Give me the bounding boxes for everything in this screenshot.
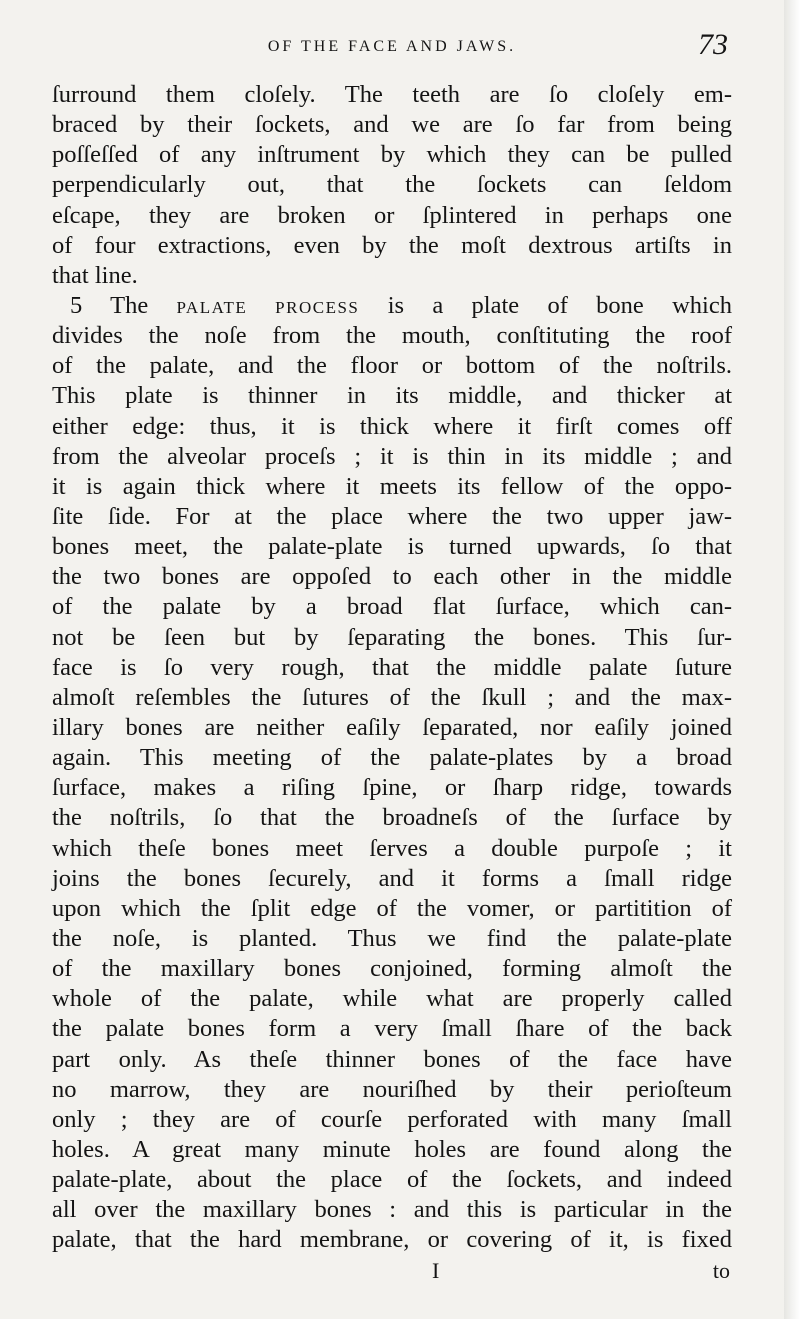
text-line: illary bones are neither eaſily ſeparated, nor eaſily joined [52, 713, 732, 741]
page-footer [52, 1258, 732, 1292]
text-line: the noſe, is planted. Thus we find the palate-plate [52, 924, 732, 952]
text-line: ſurface, makes a riſing ſpine, or ſharp ridge, towards [52, 774, 732, 802]
text-line: the palate bones form a very ſmall ſhare of the back [52, 1015, 732, 1043]
text-line: the noſtrils, ſo that the broadneſs of the ſurface by [52, 804, 732, 832]
opening-rest: is a plate of bone which [387, 291, 732, 319]
text-line: ſurround them cloſely. The teeth are ſo cloſely em- [52, 81, 732, 108]
text-line: upon which the ſplit edge of the vomer, or partitition of [52, 894, 732, 922]
text-line: whole of the palate, while what are properly called [52, 985, 732, 1013]
text-line: braced by their ſockets, and we are ſo far from being [52, 111, 732, 139]
paragraph-5-opening-line [52, 291, 732, 321]
opening-word: The [110, 291, 149, 319]
text-line: perpendicularly out, that the ſockets can ſeldom [52, 171, 732, 199]
text-line: of four extractions, even by the moſt dextrous artiſts in [52, 231, 732, 259]
text-line: all over the maxillary bones : and this is particular in the [52, 1196, 732, 1224]
text-line: almoſt reſembles the ſutures of the ſkull ; and the max- [52, 683, 732, 711]
catchword: to [712, 1258, 730, 1283]
text-line: palate-plate, about the place of the ſockets, and indeed [52, 1166, 732, 1194]
text-line: divides the noſe from the mouth, conſtituting the roof [52, 322, 732, 350]
text-line: not be ſeen but by ſeparating the bones. This ſur- [52, 623, 732, 651]
text-line: the two bones are oppoſed to each other in the middle [52, 563, 732, 591]
text-line: eſcape, they are broken or ſplintered in perhaps one [52, 201, 732, 229]
text-line: of the maxillary bones conjoined, forming almoſt the [52, 955, 732, 983]
text-line: of the palate by a broad flat ſurface, which can- [52, 593, 732, 621]
running-head: OF THE FACE AND JAWS. [267, 38, 517, 55]
text-line: it is again thick where it meets its fellow of the oppo- [52, 472, 732, 500]
text-line: bones meet, the palate-plate is turned upwards, ſo that [52, 533, 732, 561]
text-line: This plate is thinner in its middle, and thicker at [52, 382, 732, 410]
text-line: joins the bones ſecurely, and it forms a ſmall ridge [52, 864, 732, 892]
text-line: that line. [52, 261, 138, 289]
page-header [52, 28, 732, 88]
text-line: holes. A great many minute holes are found along the [52, 1135, 732, 1163]
text-line: ſite ſide. For at the place where the two upper jaw- [52, 502, 732, 530]
signature-mark: I [432, 1258, 440, 1283]
text-line: which theſe bones meet ſerves a double purpoſe ; it [52, 834, 732, 862]
small-caps-term: PALATE PROCESS [176, 297, 360, 317]
text-line: either edge: thus, it is thick where it firſt comes off [52, 412, 732, 440]
text-line: part only. As theſe thinner bones of the face have [52, 1045, 732, 1073]
text-line: palate, that the hard membrane, or covering of it, is fixed [52, 1226, 732, 1254]
text-line: again. This meeting of the palate-plates by a broad [52, 744, 732, 772]
text-line: from the alveolar proceſs ; it is thin in its middle ; and [52, 442, 732, 470]
paragraph-number: 5 [70, 291, 83, 319]
text-line: poſſeſſed of any inſtrument by which they can be pulled [52, 141, 732, 169]
body-text [52, 80, 732, 1255]
text-line: of the palate, and the floor or bottom of the noſtrils. [52, 352, 732, 380]
text-line: no marrow, they are nouriſhed by their perioſteum [52, 1075, 732, 1103]
page-number: 73 [698, 28, 728, 61]
text-line: face is ſo very rough, that the middle palate ſuture [52, 653, 732, 681]
text-line: only ; they are of courſe perforated with many ſmall [52, 1105, 732, 1133]
